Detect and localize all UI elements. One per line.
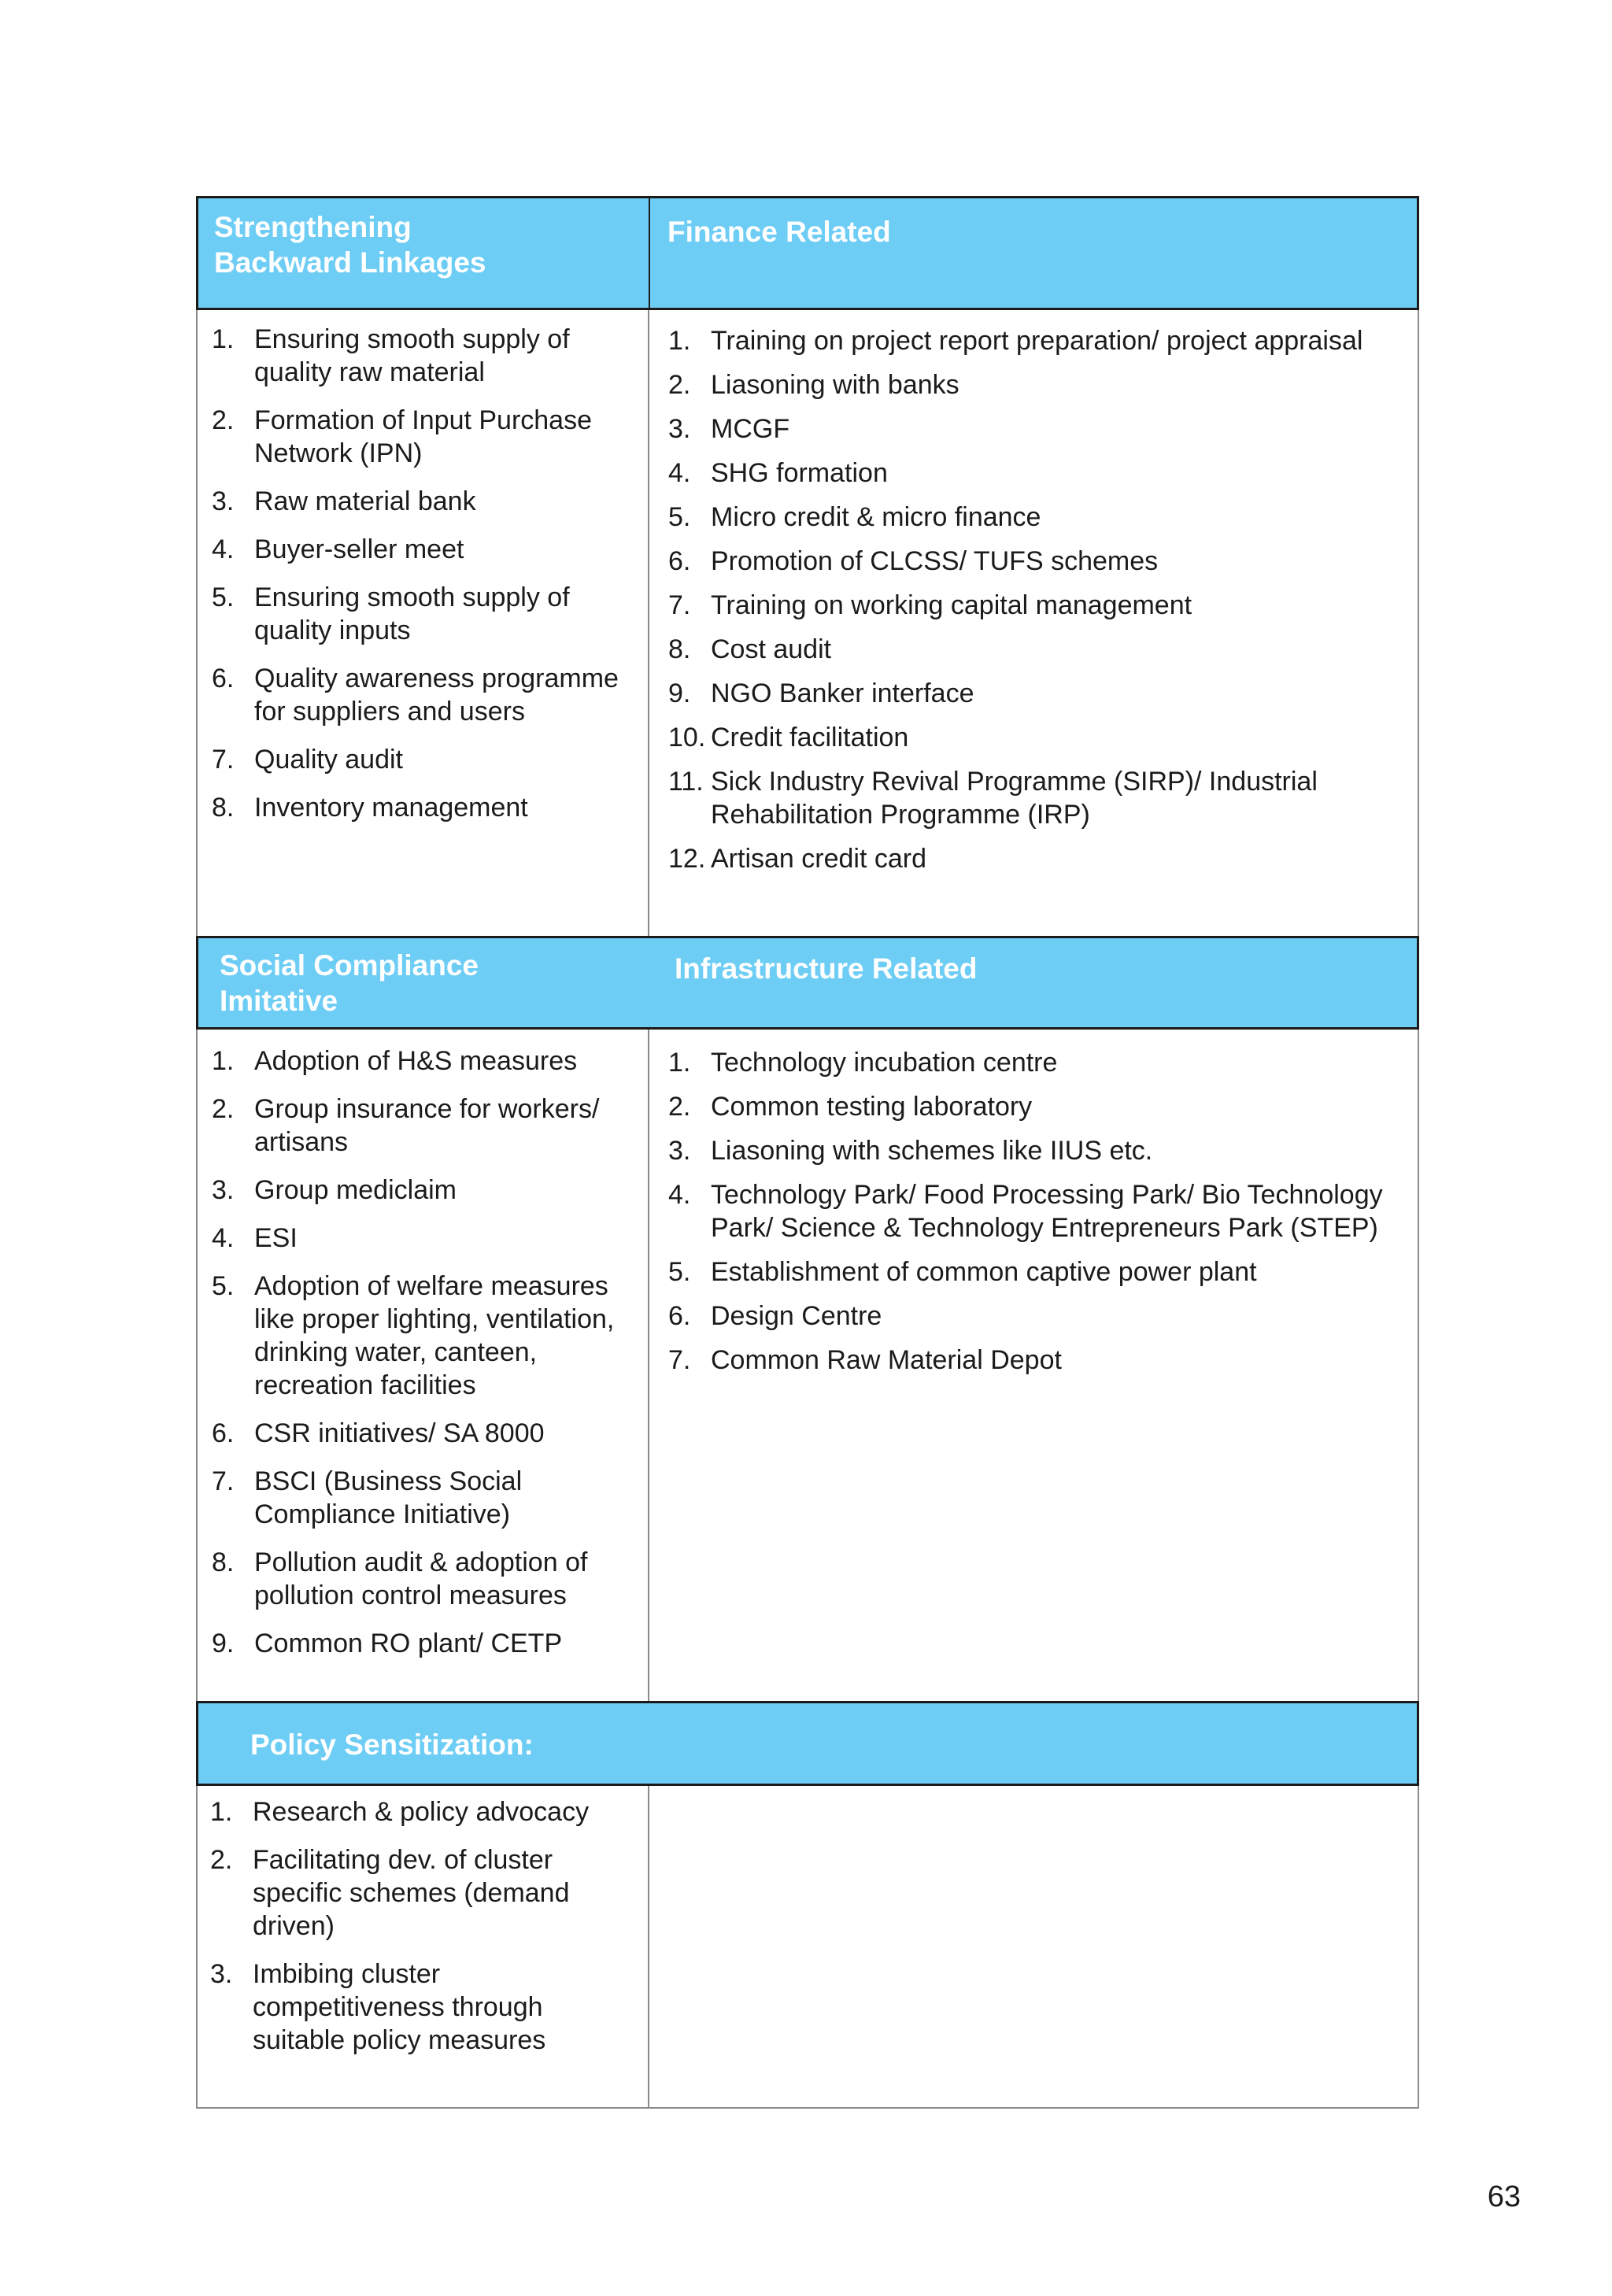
list-item-text: Group mediclaim <box>254 1175 457 1205</box>
list-item <box>668 677 1416 710</box>
list-item <box>212 791 637 824</box>
backward-linkages-list <box>212 323 637 839</box>
list-item-number: 1. <box>212 1046 235 1076</box>
list-item <box>212 1546 637 1612</box>
list-item <box>668 545 1416 578</box>
list-item <box>212 323 637 389</box>
header-row-1 <box>196 196 1419 310</box>
list-item-text: pollution control measures <box>254 1581 567 1610</box>
list-item-text: MCGF <box>711 414 790 444</box>
list-item-number: 1. <box>210 1797 233 1827</box>
list-item-text: Research & policy advocacy <box>253 1797 590 1827</box>
list-item-number: 4. <box>212 1223 235 1253</box>
list-item-text: Technology Park/ Food Processing Park/ Bio Technology <box>711 1180 1383 1210</box>
list-item-text: specific schemes (demand <box>253 1878 570 1908</box>
list-item-number: 2. <box>668 1092 691 1122</box>
list-item <box>212 662 637 728</box>
list-item <box>212 1222 637 1255</box>
list-item-text: SHG formation <box>711 458 888 488</box>
list-item <box>212 404 637 470</box>
list-item-text: Technology incubation centre <box>711 1048 1058 1078</box>
list-item <box>212 1270 637 1402</box>
list-item-text: Training on working capital management <box>711 590 1192 620</box>
list-item-number: 7. <box>668 1345 691 1375</box>
page-number: 63 <box>1487 2180 1521 2213</box>
list-item-number: 5. <box>212 1271 235 1301</box>
list-item-number: 3. <box>668 414 691 444</box>
list-item <box>668 1090 1416 1123</box>
list-item-text: competitiveness through <box>253 1992 543 2022</box>
list-item-text: Ensuring smooth supply of <box>254 324 570 354</box>
list-item-number: 4. <box>668 1180 691 1210</box>
list-item <box>668 501 1416 534</box>
list-item-number: 1. <box>668 1048 691 1078</box>
list-item <box>668 589 1416 622</box>
list-item-number: 6. <box>668 1301 691 1331</box>
list-item-number: 2. <box>212 1094 235 1124</box>
list-item-text: NGO Banker interface <box>711 678 974 708</box>
list-item-text: Quality awareness programme <box>254 664 619 693</box>
column-divider <box>648 1786 649 2109</box>
list-item <box>212 533 637 566</box>
list-item-text: Rehabilitation Programme (IRP) <box>711 800 1090 830</box>
policy-sensitization-list <box>210 1795 635 2072</box>
list-item-text: quality inputs <box>254 616 411 645</box>
list-item <box>668 1046 1416 1079</box>
list-item-number: 2. <box>668 370 691 400</box>
list-item-text: Buyer-seller meet <box>254 534 464 564</box>
list-item <box>212 1465 637 1531</box>
list-item-text: Facilitating dev. of cluster <box>253 1845 553 1875</box>
list-item <box>668 412 1416 446</box>
list-item <box>212 1627 637 1660</box>
social-compliance-heading: Social Compliance Imitative <box>220 949 479 1017</box>
list-item-text: Common Raw Material Depot <box>711 1345 1062 1375</box>
list-item-number: 1. <box>668 326 691 356</box>
list-item-text: Formation of Input Purchase <box>254 405 593 435</box>
list-item-number: 2. <box>212 405 235 435</box>
list-item <box>668 324 1416 357</box>
list-item-text: artisans <box>254 1127 349 1157</box>
list-item-text: Micro credit & micro finance <box>711 502 1041 532</box>
infrastructure-related-list <box>668 1046 1416 1388</box>
list-item-text: Design Centre <box>711 1301 882 1331</box>
list-item-number: 5. <box>212 582 235 612</box>
list-item <box>668 842 1416 875</box>
list-item-number: 6. <box>212 1418 235 1448</box>
list-item-number: 3. <box>210 1959 233 1989</box>
list-item-number: 8. <box>212 1547 235 1577</box>
list-item-text: suitable policy measures <box>253 2025 546 2055</box>
list-item-text: drinking water, canteen, <box>254 1337 538 1367</box>
list-item <box>668 368 1416 401</box>
list-item <box>668 1178 1416 1244</box>
list-item <box>210 1795 635 1828</box>
list-item-text: Sick Industry Revival Programme (SIRP)/ Industrial <box>711 767 1318 797</box>
finance-related-list <box>668 324 1416 886</box>
list-item-text: Pollution audit & adoption of <box>254 1547 588 1577</box>
list-item <box>668 457 1416 490</box>
list-item-text: Inventory management <box>254 793 528 823</box>
list-item-text: Park/ Science & Technology Entrepreneurs Park (STEP) <box>711 1213 1378 1243</box>
list-item-number: 3. <box>668 1136 691 1166</box>
list-item-text: Network (IPN) <box>254 438 423 468</box>
header-row-2 <box>196 936 1419 1030</box>
list-item-number: 7. <box>668 590 691 620</box>
finance-related-heading: Finance Related <box>667 216 891 248</box>
social-compliance-list <box>212 1044 637 1675</box>
list-item-text: Quality audit <box>254 745 403 775</box>
list-item-number: 9. <box>212 1629 235 1658</box>
list-item-number: 5. <box>668 1257 691 1287</box>
list-item <box>668 1134 1416 1167</box>
list-item-text: Common testing laboratory <box>711 1092 1033 1122</box>
list-item-text: Credit facilitation <box>711 723 909 752</box>
list-item-text: CSR initiatives/ SA 8000 <box>254 1418 545 1448</box>
list-item <box>212 1174 637 1207</box>
list-item-number: 3. <box>212 486 235 516</box>
list-item <box>668 1344 1416 1377</box>
list-item-number: 1. <box>212 324 235 354</box>
list-item-text: for suppliers and users <box>254 697 525 727</box>
list-item-text: Ensuring smooth supply of <box>254 582 570 612</box>
list-item-text: Imbibing cluster <box>253 1959 441 1989</box>
list-item-text: recreation facilities <box>254 1370 476 1400</box>
infrastructure-related-heading: Infrastructure Related <box>675 952 978 985</box>
list-item-number: 7. <box>212 745 235 775</box>
list-item-number: 12. <box>668 844 706 874</box>
list-item-number: 11. <box>668 767 704 797</box>
list-item-number: 8. <box>668 634 691 664</box>
list-item-number: 8. <box>212 793 235 823</box>
header-row-3 <box>196 1701 1419 1786</box>
list-item-text: Liasoning with banks <box>711 370 959 400</box>
list-item-text: Common RO plant/ CETP <box>254 1629 563 1658</box>
content-table <box>196 196 1419 2109</box>
list-item-text: Cost audit <box>711 634 832 664</box>
list-item-text: Training on project report preparation/ project appraisal <box>711 326 1363 356</box>
list-item-number: 4. <box>668 458 691 488</box>
list-item-text: Artisan credit card <box>711 844 926 874</box>
list-item-text: Promotion of CLCSS/ TUFS schemes <box>711 546 1159 576</box>
list-item <box>668 1255 1416 1288</box>
list-item-number: 2. <box>210 1845 233 1875</box>
list-item-number: 7. <box>212 1466 235 1496</box>
list-item-text: Establishment of common captive power plant <box>711 1257 1257 1287</box>
list-item-text: Raw material bank <box>254 486 476 516</box>
policy-sensitization-heading: Policy Sensitization: <box>250 1728 534 1761</box>
list-item <box>668 1300 1416 1333</box>
list-item-text: Adoption of H&S measures <box>254 1046 578 1076</box>
list-item-text: BSCI (Business Social <box>254 1466 523 1496</box>
list-item <box>210 1843 635 1943</box>
list-item-text: Liasoning with schemes like IIUS etc. <box>711 1136 1153 1166</box>
list-item-number: 5. <box>668 502 691 532</box>
list-item-text: driven) <box>253 1911 335 1941</box>
list-item <box>210 1958 635 2057</box>
list-item-text: Adoption of welfare measures <box>254 1271 608 1301</box>
list-item-number: 3. <box>212 1175 235 1205</box>
list-item <box>212 1093 637 1159</box>
list-item-text: like proper lighting, ventilation, <box>254 1304 615 1334</box>
list-item <box>212 1417 637 1450</box>
list-item-text: Group insurance for workers/ <box>254 1094 600 1124</box>
backward-linkages-heading: Strengthening Backward Linkages <box>214 211 486 279</box>
list-item-text: ESI <box>254 1223 298 1253</box>
list-item-number: 9. <box>668 678 691 708</box>
column-divider <box>648 1030 649 1701</box>
list-item-text: Compliance Initiative) <box>254 1499 511 1529</box>
list-item-number: 6. <box>212 664 235 693</box>
list-item-text: quality raw material <box>254 357 485 387</box>
list-item <box>668 633 1416 666</box>
list-item <box>212 581 637 647</box>
list-item <box>212 1044 637 1078</box>
column-divider <box>648 310 649 936</box>
list-item <box>668 721 1416 754</box>
list-item <box>212 743 637 776</box>
list-item <box>212 485 637 518</box>
list-item-number: 10. <box>668 723 706 752</box>
list-item-number: 4. <box>212 534 235 564</box>
list-item-number: 6. <box>668 546 691 576</box>
list-item <box>668 765 1416 831</box>
